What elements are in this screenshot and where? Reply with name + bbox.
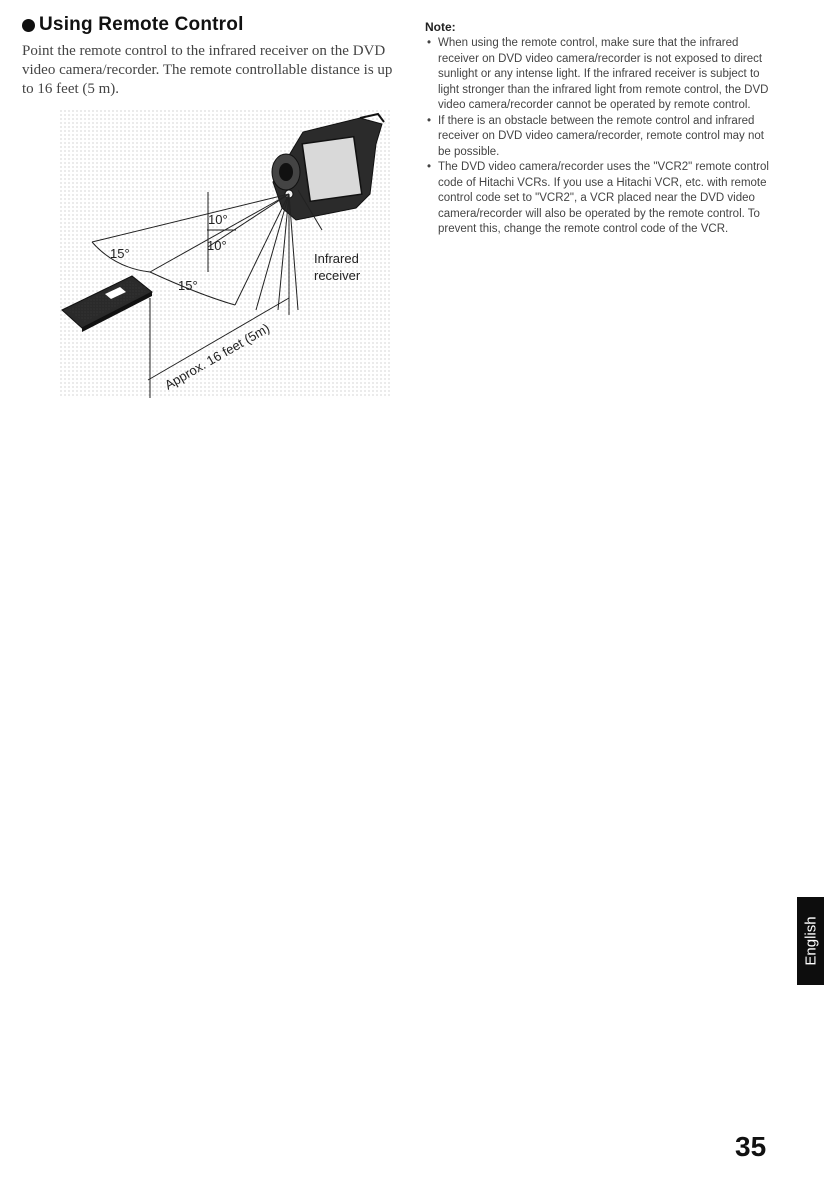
distance-label: Approx. 16 feet (5m)	[162, 320, 273, 393]
note-list	[425, 36, 770, 238]
note-item-text: When using the remote control, make sure that the infrared receiver on DVD video camera/recorder is not exposed to direct sunlight or any intense light. If the infrared receiver is subject to light stronger than the infrared light from remote control, the DVD video camera/recorder cannot be operated by remote control.	[438, 37, 769, 111]
angle-label-left: 15°	[110, 246, 130, 261]
diagram-illustration	[60, 110, 390, 398]
note-title: Note:	[425, 20, 456, 34]
receiver-label-line2: receiver	[314, 268, 361, 283]
language-label: English	[802, 916, 819, 966]
note-bullet-icon: •	[427, 37, 432, 49]
note-bullet-icon: •	[427, 114, 432, 127]
note-bullet-icon: •	[427, 161, 432, 173]
note-section	[425, 20, 770, 238]
angle-label-top: 10°	[208, 212, 228, 227]
angle-label-mid: 10°	[207, 238, 227, 253]
page-number: 35	[735, 1131, 767, 1162]
note-item	[425, 114, 770, 161]
section-title: Using Remote Control	[39, 14, 244, 35]
heading-bullet-icon	[22, 19, 35, 32]
note-item-text: If there is an obstacle between the remote control and infrared receiver on DVD video camera/recorder, remote control may not be possible.	[438, 114, 764, 158]
remote-range-diagram	[60, 110, 390, 398]
left-column	[22, 14, 402, 99]
receiver-label-line1: Infrared	[314, 251, 359, 266]
note-item	[425, 36, 770, 114]
section-heading	[22, 14, 402, 36]
language-tab	[797, 897, 824, 985]
note-item-text: The DVD video camera/recorder uses the "VCR2" remote control code of Hitachi VCRs. If you use a Hitachi VCR, etc. with remote control code set to "VCR2", a VCR placed near the DVD video camera/recorder will also be operated by the remote control. To prevent this, change the remote control code of the VCR.	[438, 161, 769, 235]
note-item	[425, 160, 770, 238]
angle-label-bottom: 15°	[178, 278, 198, 293]
intro-paragraph: Point the remote control to the infrared receiver on the DVD video camera/recorder. The remote controllable distance is up to 16 feet (5 m).	[22, 43, 393, 97]
